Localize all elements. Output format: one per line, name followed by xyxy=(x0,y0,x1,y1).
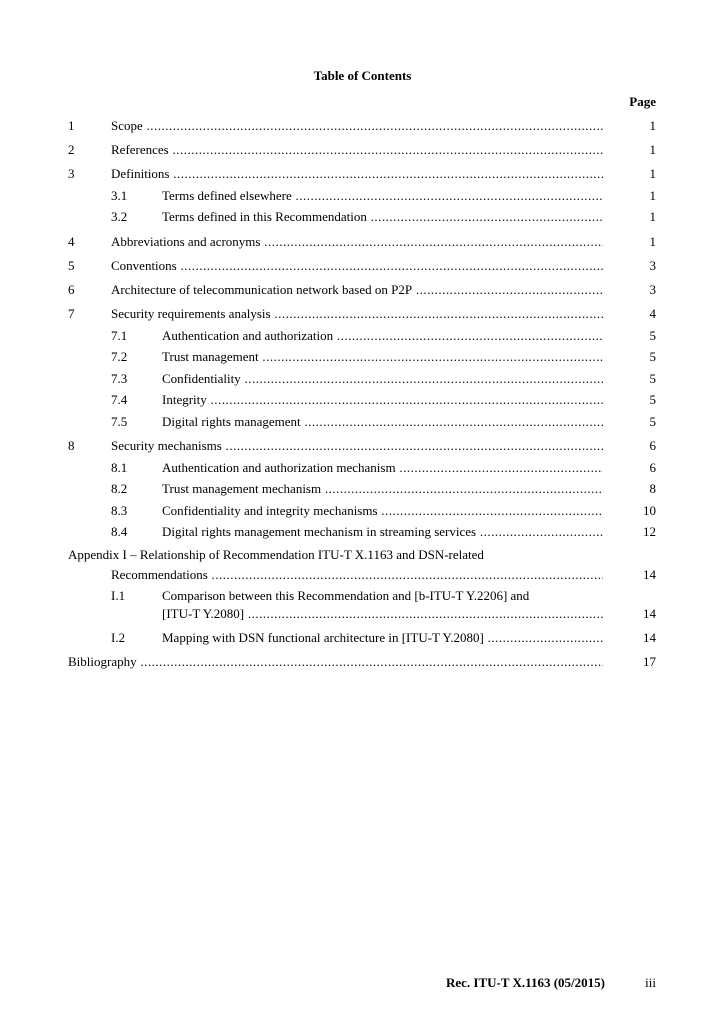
toc-entry-number: 1 xyxy=(68,118,75,133)
toc-entry-number: 7.3 xyxy=(111,371,128,386)
toc-entry-number: 7.4 xyxy=(111,392,128,407)
toc-subentry[interactable] xyxy=(68,413,656,431)
toc-subentry[interactable] xyxy=(68,629,656,647)
toc-subentry[interactable] xyxy=(68,327,656,345)
toc-entry-number: 7 xyxy=(68,306,75,321)
toc-subentry[interactable] xyxy=(68,391,656,409)
toc-entry[interactable] xyxy=(68,437,656,455)
toc-entry-title: Trust management mechanism ..... xyxy=(162,480,603,498)
toc-entry-title: Bibliography ..... xyxy=(68,653,603,671)
toc-entry-number: 8.3 xyxy=(111,503,128,518)
toc-entry-page: 3 xyxy=(649,258,656,273)
toc-entry-title: Mapping with DSN functional architecture in [ITU-T Y.2080] ..... xyxy=(162,629,603,647)
toc-entry-number: 2 xyxy=(68,142,75,157)
toc-entry-page: 10 xyxy=(643,503,656,518)
toc-entry-number: I.2 xyxy=(111,630,126,645)
toc-entry[interactable] xyxy=(68,281,656,299)
toc-entry-title: Digital rights management ..... xyxy=(162,413,603,431)
toc-entry-number: 3.1 xyxy=(111,188,128,203)
toc-entry-title: Abbreviations and acronyms ..... xyxy=(111,233,603,251)
toc-subentry[interactable] xyxy=(68,523,656,541)
toc-entry-title: Scope ..... xyxy=(111,117,603,135)
toc-title: Table of Contents xyxy=(313,68,412,83)
toc-entry-number: 8 xyxy=(68,438,75,453)
toc-entry[interactable] xyxy=(68,165,656,183)
toc-entry-title: Integrity ..... xyxy=(162,391,603,409)
toc-entry-page: 5 xyxy=(649,414,656,429)
toc-entry-title: Authentication and authorization mechanism ..... xyxy=(162,459,603,477)
toc-entry-page: 14 xyxy=(643,606,656,621)
toc-subentry[interactable] xyxy=(68,208,656,226)
appendix-item-line2: [ITU-T Y.2080] ..... xyxy=(162,605,603,623)
toc-entry-title: Security mechanisms ..... xyxy=(111,437,603,455)
toc-subentry[interactable] xyxy=(68,502,656,520)
toc-entry-page: 5 xyxy=(649,328,656,343)
toc-entry-page: 17 xyxy=(643,654,656,669)
toc-entry-page: 1 xyxy=(649,166,656,181)
toc-entry-bibliography[interactable] xyxy=(68,653,656,671)
toc-entry-number: 7.5 xyxy=(111,414,128,429)
toc-entry-page: 1 xyxy=(649,142,656,157)
toc-entry-page: 1 xyxy=(649,188,656,203)
toc-subentry[interactable] xyxy=(68,605,656,623)
toc-entry-page: 12 xyxy=(643,524,656,539)
toc-entry-page: 6 xyxy=(649,460,656,475)
toc-entry-number: I.1 xyxy=(111,588,126,603)
toc-entry-title: References ..... xyxy=(111,141,603,159)
toc-subentry[interactable] xyxy=(68,370,656,388)
toc-entry-title: Conventions ..... xyxy=(111,257,603,275)
toc-subentry[interactable] xyxy=(68,187,656,205)
toc-entry-page: 3 xyxy=(649,282,656,297)
toc-entry-number: 5 xyxy=(68,258,75,273)
toc-entry-page: 5 xyxy=(649,371,656,386)
toc-entry-title: Architecture of telecommunication network based on P2P ..... xyxy=(111,281,603,299)
toc-entry-page: 8 xyxy=(649,481,656,496)
toc-entry-number: 3.2 xyxy=(111,209,128,224)
toc-entry-number: 4 xyxy=(68,234,75,249)
appendix-heading-line1[interactable]: Appendix I – Relationship of Recommendation ITU-T X.1163 and DSN-related xyxy=(68,547,484,562)
toc-entry-title: Digital rights management mechanism in streaming services ..... xyxy=(162,523,603,541)
toc-entry-title: Terms defined elsewhere ..... xyxy=(162,187,603,205)
footer-page-number: iii xyxy=(645,975,656,990)
toc-entry-number: 3 xyxy=(68,166,75,181)
toc-entry-number: 8.1 xyxy=(111,460,128,475)
toc-entry-page: 5 xyxy=(649,349,656,364)
appendix-heading-line2: Recommendations ..... xyxy=(111,566,603,584)
toc-entry-number: 8.4 xyxy=(111,524,128,539)
toc-entry-title: Confidentiality and integrity mechanisms ..... xyxy=(162,502,603,520)
toc-entry[interactable] xyxy=(68,305,656,323)
toc-entry-title: Authentication and authorization ..... xyxy=(162,327,603,345)
toc-entry-page: 1 xyxy=(649,118,656,133)
toc-entry-title: Terms defined in this Recommendation ..... xyxy=(162,208,603,226)
toc-entry-number: 7.2 xyxy=(111,349,128,364)
toc-entry-page: 14 xyxy=(643,630,656,645)
toc-entry[interactable] xyxy=(68,566,656,584)
toc-entry-title: Definitions ..... xyxy=(111,165,603,183)
toc-entry-page: 1 xyxy=(649,234,656,249)
toc-entry-number: 8.2 xyxy=(111,481,128,496)
toc-subentry[interactable] xyxy=(68,459,656,477)
toc-entry-title: Security requirements analysis ..... xyxy=(111,305,603,323)
toc-entry-title: Trust management ..... xyxy=(162,348,603,366)
toc-entry-page: 6 xyxy=(649,438,656,453)
toc-entry-page: 1 xyxy=(649,209,656,224)
footer-reference: Rec. ITU-T X.1163 (05/2015) xyxy=(445,975,605,990)
toc-entry[interactable] xyxy=(68,233,656,251)
page-footer xyxy=(0,974,725,992)
toc-entry[interactable] xyxy=(68,257,656,275)
toc-subentry[interactable] xyxy=(68,348,656,366)
toc-entry-number: 7.1 xyxy=(111,328,128,343)
toc-entry-title: Confidentiality ..... xyxy=(162,370,603,388)
toc-entry-number: 6 xyxy=(68,282,75,297)
toc-subentry[interactable] xyxy=(68,480,656,498)
page-column-header: Page xyxy=(629,94,656,109)
toc-entry-page: 14 xyxy=(643,567,656,582)
toc-entry-page: 5 xyxy=(649,392,656,407)
toc-entry-page: 4 xyxy=(649,306,656,321)
toc-entry[interactable] xyxy=(68,141,656,159)
appendix-item-line1[interactable]: Comparison between this Recommendation and [b-ITU-T Y.2206] and xyxy=(162,588,530,603)
toc-entry[interactable] xyxy=(68,117,656,135)
